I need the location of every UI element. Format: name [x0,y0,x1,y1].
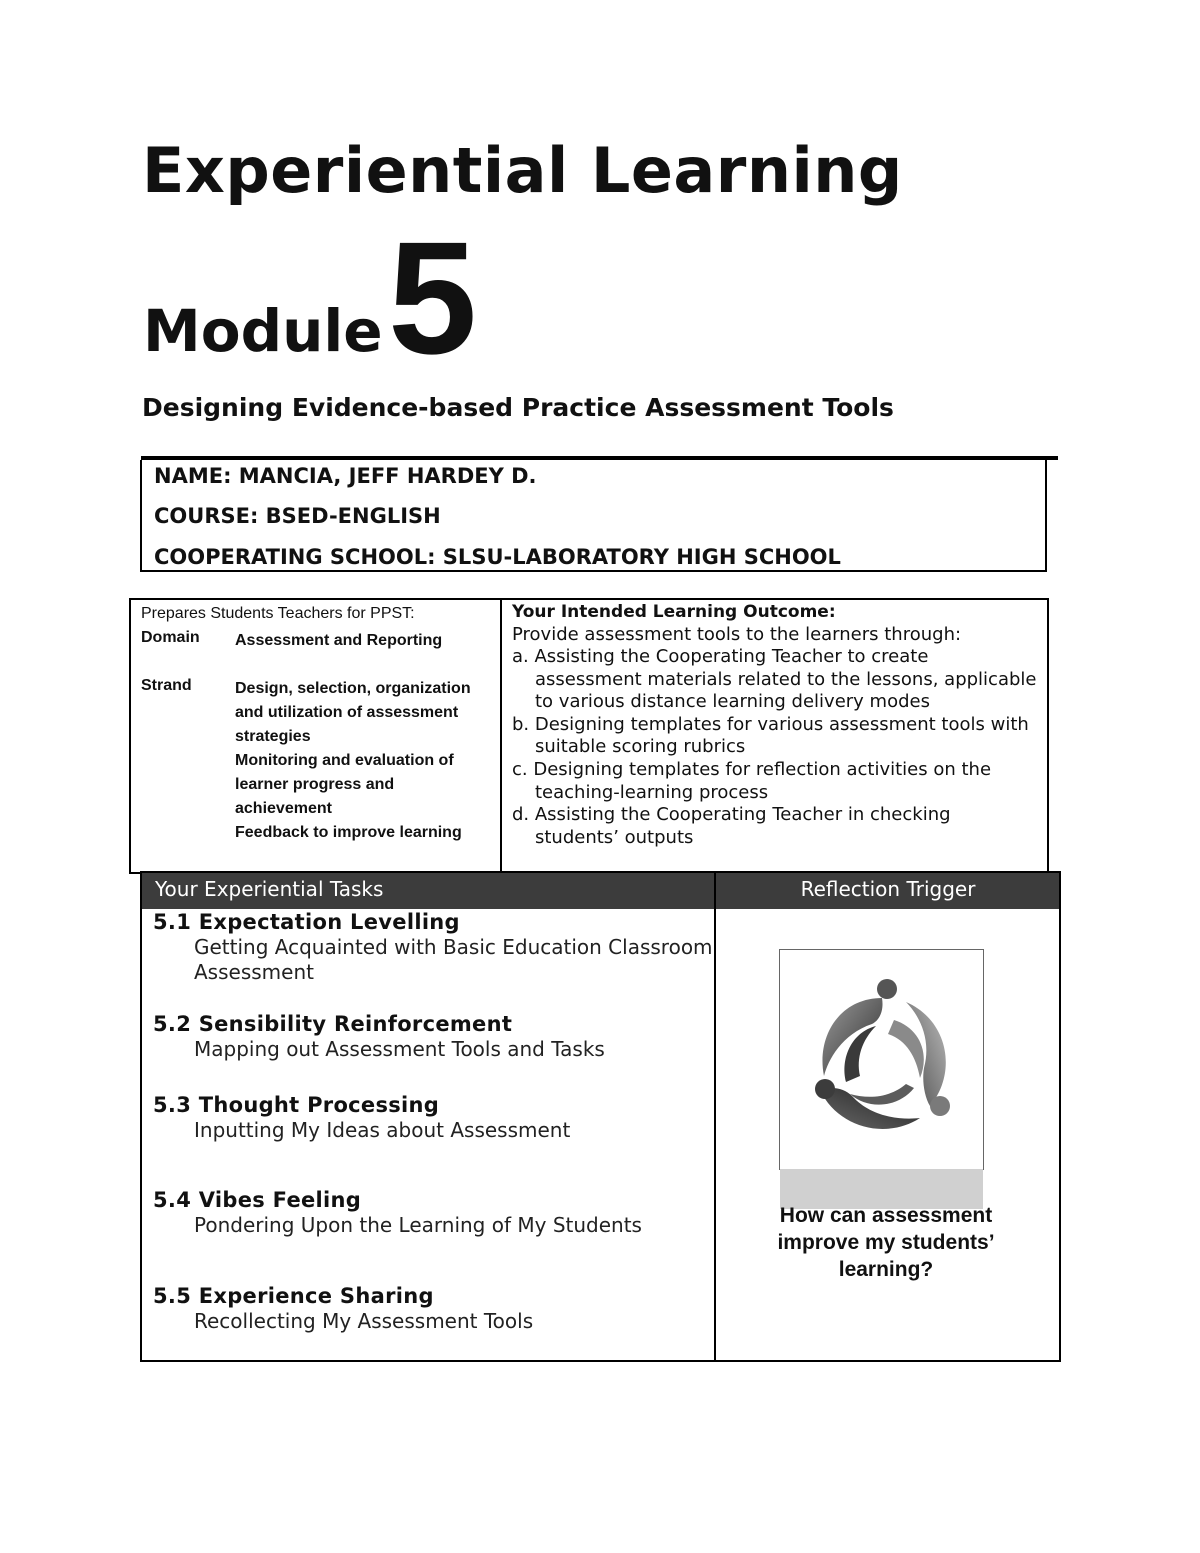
reflection-question: How can assessment improve my students’ learning? [777,1204,995,1281]
domain-value: Assessment and Reporting [235,632,443,649]
outcome-heading: Your Intended Learning Outcome: [512,602,836,622]
module-label: Module [143,297,383,365]
outcome-item: b. Designing templates for various assessment tools with suitable scoring rubrics [512,713,1029,758]
strand-values [235,677,491,845]
strand-row [141,677,491,845]
task-subtitle: Recollecting My Assessment Tools [194,1309,534,1333]
cooperating-school: COOPERATING SCHOOL: SLSU-LABORATORY HIGH SCHOOL [154,545,841,569]
ppst-outcome-table [129,598,1049,874]
outcome-intro: Provide assessment tools to the learners through: [512,624,962,645]
task-subtitle: Mapping out Assessment Tools and Tasks [194,1037,605,1061]
domain-label: Domain [141,629,200,646]
strand-label: Strand [141,677,192,694]
strand-item: Feedback to improve learning [235,824,462,841]
module-subtitle: Designing Evidence-based Practice Assessment Tools [142,393,894,422]
task-item [153,910,713,985]
outcome-item: c. Designing templates for reflection activities on the teaching-learning process [512,758,992,803]
people-circle-icon [780,950,983,1169]
task-title: 5.1 Expectation Levelling [153,910,460,934]
outcome-item: d. Assisting the Cooperating Teacher in checking students’ outputs [512,804,951,848]
task-title: 5.4 Vibes Feeling [153,1188,362,1212]
ppst-heading: Prepares Students Teachers for PPST: [141,605,415,622]
task-subtitle: Inputting My Ideas about Assessment [194,1118,571,1142]
domain-row [141,629,491,653]
column-divider [500,600,502,872]
strand-item: Design, selection, organization and utilization of assessment strategies [235,680,471,745]
student-info-box [140,460,1047,572]
outcome-item: a. Assisting the Cooperating Teacher to create assessment materials related to the lessons, applicable to various distance learning delivery modes [512,646,1037,713]
tasks-header-row [142,873,1059,909]
task-title: 5.5 Experience Sharing [153,1284,434,1308]
strand-item: Monitoring and evaluation of learner progress and achievement [235,752,454,817]
task-title: 5.3 Thought Processing [153,1093,440,1117]
reflection-header: Reflection Trigger [800,877,976,901]
reflection-image [779,949,984,1170]
learning-outcome-panel [512,602,1040,849]
page-title: Experiential Learning [142,134,903,207]
task-subtitle: Pondering Upon the Learning of My Students [194,1213,642,1237]
outcome-list [512,646,1040,849]
task-subtitle: Getting Acquainted with Basic Education Classroom Assessment [194,935,713,984]
task-item [153,1188,713,1238]
module-number: 5 [388,208,477,387]
task-title: 5.2 Sensibility Reinforcement [153,1012,513,1036]
task-item [153,1093,713,1143]
student-course: COURSE: BSED-ENGLISH [154,504,441,528]
task-item [153,1284,713,1334]
student-name: NAME: MANCIA, JEFF HARDEY D. [154,464,537,488]
task-item [153,1012,713,1062]
ppst-panel [141,605,491,845]
tasks-column-divider [714,873,716,1360]
tasks-header: Your Experiential Tasks [155,877,384,901]
